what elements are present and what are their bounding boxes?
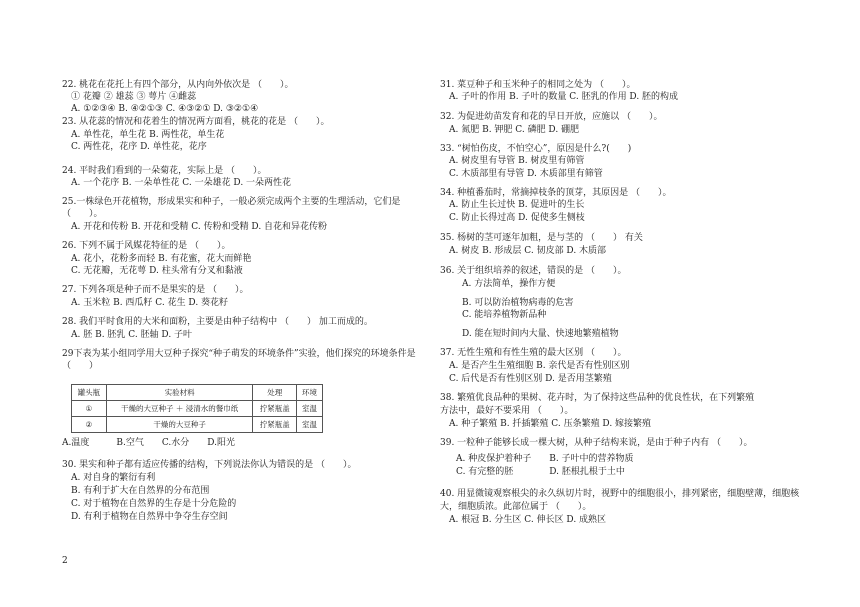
q30-stem: 30. 果实和种子都有适应传播的结构，下列说法你认为错误的是 （ ）。 <box>62 460 357 470</box>
q39-stem: 39. 一粒种子能够长成一棵大树，从种子结构来说，是由于种子内有 （ ）。 <box>440 438 753 448</box>
q26-options-1: A. 花小，花粉多而轻 B. 有花蜜，花大而鲜艳 <box>71 254 252 264</box>
q29-stem: 29下表为某小组同学用大豆种子探究“种子萌发的环境条件”实验，他们探究的环境条件是 <box>62 349 416 359</box>
q36-stem: 36. 关于组织培养的叙述，错误的是 （ ）。 <box>440 266 627 276</box>
table-cell: 拧紧瓶盖 <box>253 401 297 417</box>
q30-option-d: D. 有利于植物在自然界中争夺生存空间 <box>71 512 228 522</box>
table-row <box>72 401 323 417</box>
q36-option-c: C. 能培养植物新品种 <box>462 310 547 320</box>
q37-options-1: A. 是否产生生殖细胞 B. 亲代是否有性别区别 <box>449 361 630 371</box>
q22-stem: 22. 桃花在花托上有四个部分，从内向外依次是 （ ）。 <box>62 80 294 90</box>
q22-items: ① 花瓣 ② 雄蕊 ③ 萼片 ④雌蕊 <box>71 92 197 102</box>
table-cell: ② <box>72 417 107 433</box>
q37-options-2: C. 后代是否有性别区别 D. 是否用茎繁殖 <box>449 374 612 384</box>
q28-stem: 28. 我们平时食用的大米和面粉，主要是由种子结构中 （ ） 加工而成的。 <box>62 317 373 327</box>
q26-options-2: C. 无花瓣，无花萼 D. 柱头常有分叉和黏液 <box>71 266 243 276</box>
q29-stem-cont: （ ） <box>62 361 99 371</box>
table-header-row <box>72 385 323 401</box>
q33-options-1: A. 树皮里有导管 B. 树皮里有筛管 <box>449 156 585 166</box>
q40-stem: 40. 用显微镜观察根尖的永久纵切片时，视野中的细胞很小，排列紧密，细胞壁薄，细胞核 <box>440 489 800 499</box>
q25-stem-cont: （ ）。 <box>62 209 103 219</box>
q29-options: A.温度 B.空气 C.水分 D.阳光 <box>62 438 236 448</box>
q24-options: A. 一个花序 B. 一朵单性花 C. 一朵雄花 D. 一朵两性花 <box>71 178 292 188</box>
q34-stem: 34. 种植番茄时，常摘掉枝条的顶芽，其原因是 （ ）。 <box>440 188 672 198</box>
q36-option-a: A. 方法简单，操作方便 <box>462 279 556 289</box>
q28-options: A. 胚 B. 胚乳 C. 胚轴 D. 子叶 <box>71 330 193 340</box>
q25-options: A. 开花和传粉 B. 开花和受精 C. 传粉和受精 D. 自花和异花传粉 <box>71 222 328 232</box>
table-header: 罐头瓶 <box>72 385 107 401</box>
q39-options-2: C. 有完整的胚 D. 胚根扎根于土中 <box>456 467 625 477</box>
q40-stem-cont: 大，细胞质浓。此部位属于 （ ）。 <box>440 502 592 512</box>
q27-options: A. 玉米粒 B. 西瓜籽 C. 花生 D. 葵花籽 <box>71 298 229 308</box>
q40-options: A. 根冠 B. 分生区 C. 伸长区 D. 成熟区 <box>449 515 607 525</box>
q30-option-b: B. 有利于扩大在自然界的分布范围 <box>71 486 210 496</box>
q27-stem: 27. 下列各项是种子而不是果实的是 （ ）。 <box>62 285 249 295</box>
q23-options-1: A. 单性花，单生花 B. 两性花，单生花 <box>71 130 225 140</box>
q23-stem: 23. 从花蕊的情况和花着生的情况两方面看，桃花的花是 （ ）。 <box>62 117 330 127</box>
table-header: 环境 <box>297 385 323 401</box>
q25-stem: 25.一株绿色开花植物，形成果实和种子，一般必须完成两个主要的生理活动，它们是 <box>62 197 401 207</box>
q35-options: A. 树皮 B. 形成层 C. 韧皮部 D. 木质部 <box>449 246 607 256</box>
table-cell: 干燥的大豆种子 ＋ 浸清水的餐巾纸 <box>106 401 253 417</box>
table-cell: 室温 <box>297 417 323 433</box>
table-row <box>72 417 323 433</box>
q39-options-1: A. 种皮保护着种子 B. 子叶中的营养物质 <box>456 454 634 464</box>
q32-options: A. 氮肥 B. 钾肥 C. 磷肥 D. 硼肥 <box>449 125 580 135</box>
q33-stem: 33. “树怕伤皮，不怕空心”，原因是什么?( ) <box>440 144 632 154</box>
q31-stem: 31. 菜豆种子和玉米种子的相同之处为 （ ）。 <box>440 80 636 90</box>
table-cell: 拧紧瓶盖 <box>253 417 297 433</box>
q30-option-c: C. 对于植物在自然界的生存是十分危险的 <box>71 499 237 509</box>
table-header: 处理 <box>253 385 297 401</box>
q34-options-1: A. 防止生长过快 B. 促进叶的生长 <box>449 200 585 210</box>
q23-options-2: C. 两性花，花序 D. 单性花，花序 <box>71 142 207 152</box>
q24-stem: 24. 平时我们看到的一朵菊花，实际上是 （ ）。 <box>62 166 267 176</box>
table-header: 实验材料 <box>106 385 253 401</box>
q36-option-b: B. 可以防治植物病毒的危害 <box>462 298 574 308</box>
experiment-table <box>71 384 323 433</box>
q26-stem: 26. 下列不属于风媒花特征的是 （ ）。 <box>62 241 231 251</box>
table-cell: 干燥的大豆种子 <box>106 417 253 433</box>
q32-stem: 32. 为促进幼苗发育和花的早日开放，应施以 （ ）。 <box>440 112 663 122</box>
q36-option-d: D. 能在短时间内大量、快速地繁殖植物 <box>462 329 619 339</box>
q34-options-2: C. 防止长得过高 D. 促使多生侧枝 <box>449 213 585 223</box>
q38-options: A. 种子繁殖 B. 扦插繁殖 C. 压条繁殖 D. 嫁接繁殖 <box>449 419 652 429</box>
q22-options: A. ①②③④ B. ④②①③ C. ④③②① D. ③②①④ <box>71 104 259 114</box>
q33-options-2: C. 木质部里有导管 D. 木质部里有筛管 <box>449 169 603 179</box>
table-cell: 室温 <box>297 401 323 417</box>
table-cell: ① <box>72 401 107 417</box>
q38-stem-cont: 方法中，最好不要采用 （ ）。 <box>440 406 574 416</box>
page-number: 2 <box>62 556 68 566</box>
q38-stem: 38. 繁殖优良品种的果树、花卉时，为了保持这些品种的优良性状，在下列繁殖 <box>440 393 755 403</box>
q31-options: A. 子叶的作用 B. 子叶的数量 C. 胚乳的作用 D. 胚的构成 <box>449 92 679 102</box>
q37-stem: 37. 无性生殖和有性生殖的最大区别 （ ）。 <box>440 348 627 358</box>
q30-option-a: A. 对自身的繁衍有利 <box>71 473 156 483</box>
q35-stem: 35. 杨树的茎可逐年加粗，是与茎的 （ ） 有关 <box>440 233 643 243</box>
